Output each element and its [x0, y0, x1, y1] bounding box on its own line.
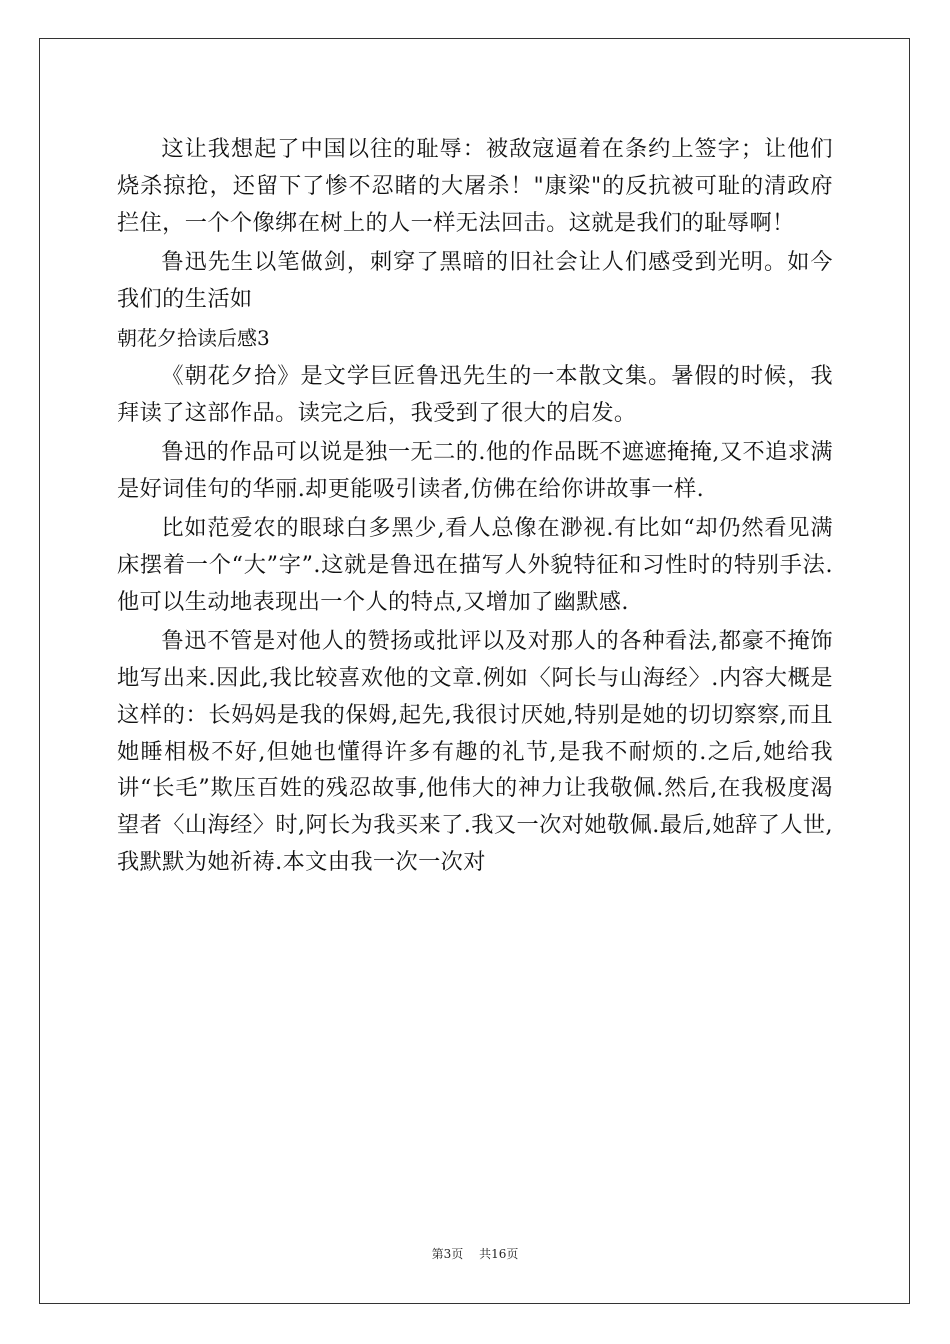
paragraph: 《朝花夕拾》是文学巨匠鲁迅先生的一本散文集。暑假的时候，我拜读了这部作品。读完之后，我受到了很大的启发。: [117, 363, 833, 427]
paragraph: 这让我想起了中国以往的耻辱：被敌寇逼着在条约上签字；让他们烧杀掠抢，还留下了惨不忍睹的大屠杀！"康梁"的反抗被可耻的清政府拦住，一个个像绑在树上的人一样无法回击。这就是我们的耻辱啊！: [117, 136, 833, 236]
page-total: 共16页: [479, 1247, 519, 1261]
page-footer: [0, 1245, 950, 1262]
document-body: [117, 131, 833, 883]
paragraph: 比如范爱农的眼球白多黑少,看人总像在渺视.有比如“却仍然看见满床摆着一个“大”字”.这就是鲁迅在描写人外貌特征和习性时的特别手法.他可以生动地表现出一个人的特点,又增加了幽默感.: [117, 515, 833, 615]
paragraph: 鲁迅不管是对他人的赞扬或批评以及对那人的各种看法,都豪不掩饰地写出来.因此,我比较喜欢他的文章.例如〈阿长与山海经〉.内容大概是这样的：长妈妈是我的保姆,起先,我很讨厌她,特别是她的切切察察,而且她睡相极不好,但她也懂得许多有趣的礼节,是我不耐烦的.之后,她给我讲“长毛”欺压百姓的残忍故事,他伟大的神力让我敬佩.然后,在我极度渴望者〈山海经〉时,阿长为我买来了.我又一次对她敬佩.最后,她辞了人世,我默默为她祈祷.本文由我一次一次对: [117, 627, 833, 876]
page-number: 第3页: [431, 1247, 464, 1261]
paragraph: 鲁迅的作品可以说是独一无二的.他的作品既不遮遮掩掩,又不追求满是好词佳句的华丽.却更能吸引读者,仿佛在给你讲故事一样.: [117, 439, 833, 503]
paragraph: 鲁迅先生以笔做剑，刺穿了黑暗的旧社会让人们感受到光明。如今我们的生活如: [117, 248, 833, 312]
section-title: 朝花夕拾读后感3: [117, 325, 270, 350]
